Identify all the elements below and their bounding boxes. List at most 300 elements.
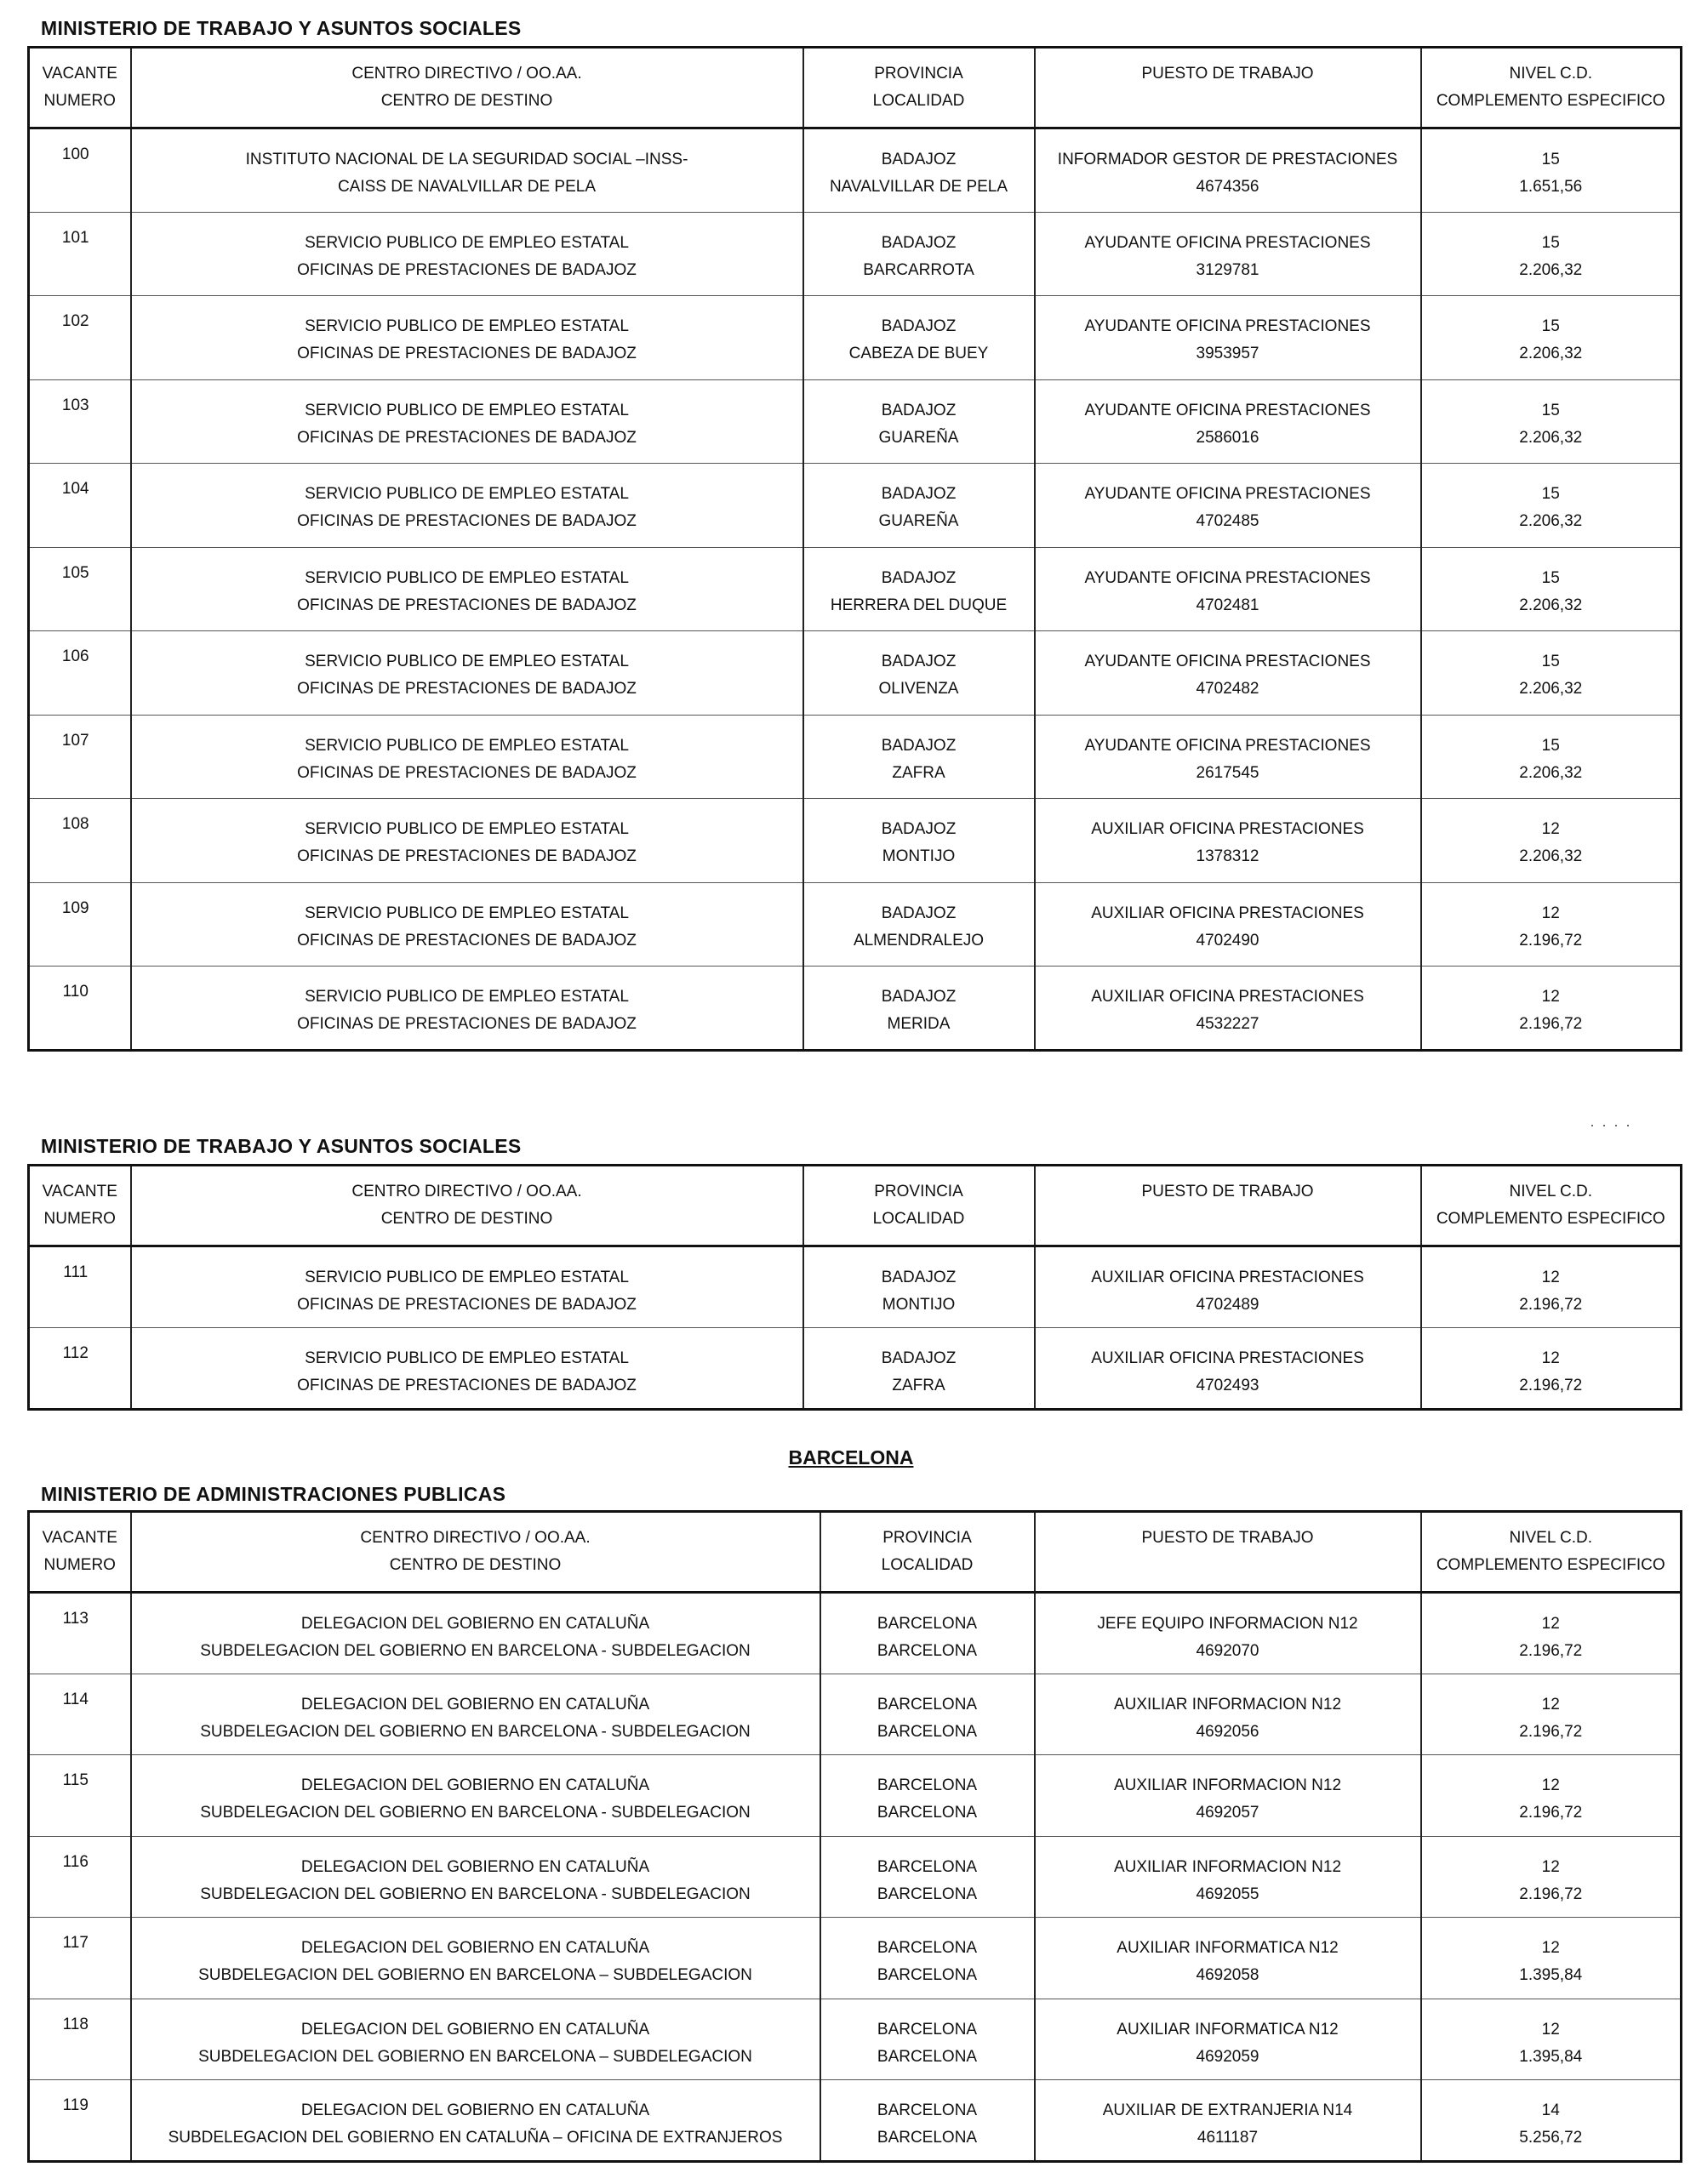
centro-cell [131,715,803,799]
nivel-cell [1421,1755,1682,1837]
col-nivel: NIVEL C.D. COMPLEMENTO ESPECIFICO [1421,1512,1682,1593]
centro-destino: OFICINAS DE PRESTACIONES DE BADAJOZ [297,512,637,530]
puesto: AUXILIAR INFORMACION N12 [1113,1776,1342,1794]
puesto-codigo: 4702489 [1196,1296,1259,1314]
complemento: 2.196,72 [1519,1377,1583,1394]
table-row [29,296,1682,380]
vacancy-number: 113 [29,1593,131,1674]
provincia-cell [803,128,1035,213]
table-row [29,128,1682,213]
vacancy-number: 114 [29,1674,131,1755]
puesto-cell [1035,1755,1421,1837]
localidad: MONTIJO [882,847,956,865]
puesto: AUXILIAR INFORMACION N12 [1113,1695,1342,1714]
provincia: BARCELONA [877,1776,978,1794]
provincia: BADAJOZ [881,485,957,503]
centro-destino: OFICINAS DE PRESTACIONES DE BADAJOZ [297,428,637,447]
provincia-cell [803,296,1035,380]
provincia-cell [820,1674,1035,1755]
centro-destino: OFICINAS DE PRESTACIONES DE BADAJOZ [297,596,637,614]
complemento: 1.395,84 [1519,1966,1583,1984]
provincia-cell [803,715,1035,799]
nivel: 12 [1541,1349,1560,1367]
vacancy-number: 101 [29,212,131,296]
puesto: AYUDANTE OFICINA PRESTACIONES [1084,736,1371,755]
table-header-row [29,1166,1682,1246]
puesto-codigo: 4702481 [1196,596,1259,614]
provincia-cell [803,1328,1035,1410]
complemento: 2.206,32 [1519,345,1583,362]
puesto-codigo: 2586016 [1196,428,1259,447]
table-body [29,128,1682,1051]
provincia-cell [820,1918,1035,1999]
localidad: ALMENDRALEJO [853,931,985,949]
puesto: JEFE EQUIPO INFORMACION N12 [1097,1615,1358,1633]
centro-directivo: DELEGACION DEL GOBIERNO EN CATALUÑA [300,2101,650,2119]
nivel: 15 [1541,568,1560,587]
provincia-cell [820,2080,1035,2162]
centro-cell [131,799,803,883]
centro-directivo: SERVICIO PUBLICO DE EMPLEO ESTATAL [305,1349,629,1367]
centro-cell [131,2080,820,2162]
centro-cell [131,547,803,631]
centro-cell [131,967,803,1051]
provincia: BARCELONA [877,1695,978,1714]
centro-destino: SUBDELEGACION DEL GOBIERNO EN BARCELONA – SUBDELEGACION [198,2047,752,2066]
table-row [29,547,1682,631]
puesto-cell [1035,212,1421,296]
table-row [29,631,1682,716]
centro-cell [131,1999,820,2080]
complemento: 2.206,32 [1519,260,1583,279]
puesto-codigo: 4692057 [1196,1804,1259,1822]
centro-destino: SUBDELEGACION DEL GOBIERNO EN BARCELONA - SUBDELEGACION [200,1885,751,1903]
centro-directivo: DELEGACION DEL GOBIERNO EN CATALUÑA [300,1615,650,1633]
centro-destino: CAISS DE NAVALVILLAR DE PELA [337,178,597,196]
provincia-cell [820,1593,1035,1674]
nivel-cell [1421,464,1682,548]
vacancy-number: 119 [29,2080,131,2162]
vacancy-number: 118 [29,1999,131,2080]
centro-directivo: SERVICIO PUBLICO DE EMPLEO ESTATAL [305,1269,629,1286]
city-heading: BARCELONA [788,1446,914,1468]
provincia-cell [803,379,1035,464]
complemento: 2.196,72 [1519,931,1583,949]
puesto-cell [1035,631,1421,716]
centro-directivo: DELEGACION DEL GOBIERNO EN CATALUÑA [300,1776,650,1794]
puesto-codigo: 4692056 [1196,1722,1259,1741]
provincia: BARCELONA [877,1939,978,1957]
nivel: 12 [1541,1776,1560,1794]
provincia-cell [803,1246,1035,1328]
centro-cell [131,882,803,967]
localidad: BARCARROTA [863,260,974,279]
provincia: BARCELONA [877,1615,978,1633]
localidad: BARCELONA [877,2047,978,2066]
ministry-title: MINISTERIO DE TRABAJO Y ASUNTOS SOCIALES [41,1135,522,1157]
nivel: 15 [1541,401,1560,419]
table-row [29,2080,1682,2162]
nivel: 12 [1541,988,1560,1006]
centro-destino: OFICINAS DE PRESTACIONES DE BADAJOZ [297,345,637,362]
provincia-cell [803,799,1035,883]
centro-cell [131,1246,803,1328]
nivel-cell [1421,1918,1682,1999]
nivel: 12 [1541,1615,1560,1633]
table-row [29,967,1682,1051]
centro-directivo: INSTITUTO NACIONAL DE LA SEGURIDAD SOCIAL –INSS- [245,151,688,168]
puesto-cell [1035,296,1421,380]
col-provincia: PROVINCIA LOCALIDAD [820,1512,1035,1593]
puesto: AYUDANTE OFICINA PRESTACIONES [1084,401,1371,419]
puesto-cell [1035,1674,1421,1755]
table-row [29,799,1682,883]
provincia-cell [803,631,1035,716]
table-body [29,1593,1682,2162]
puesto-codigo: 3953957 [1196,345,1259,362]
col-nivel: NIVEL C.D. COMPLEMENTO ESPECIFICO [1421,48,1682,128]
puesto-cell [1035,1246,1421,1328]
table-row [29,1755,1682,1837]
col-provincia: PROVINCIA LOCALIDAD [803,1166,1035,1246]
localidad: BARCELONA [877,1642,978,1660]
puesto-codigo: 4692070 [1196,1642,1259,1660]
nivel-cell [1421,2080,1682,2162]
puesto: AUXILIAR INFORMATICA N12 [1117,2020,1339,2039]
puesto: AUXILIAR DE EXTRANJERIA N14 [1102,2101,1353,2119]
localidad: CABEZA DE BUEY [848,345,989,362]
nivel-cell [1421,1328,1682,1410]
provincia: BARCELONA [877,1857,978,1876]
table-header-row [29,1512,1682,1593]
centro-cell [131,1918,820,1999]
puesto-codigo: 4692059 [1196,2047,1259,2066]
provincia: BADAJOZ [881,736,957,755]
centro-directivo: DELEGACION DEL GOBIERNO EN CATALUÑA [300,2020,650,2039]
table-header-row [29,48,1682,128]
table-body [29,1246,1682,1410]
localidad: BARCELONA [877,1966,978,1984]
puesto-cell [1035,715,1421,799]
provincia: BADAJOZ [881,653,957,670]
centro-directivo: SERVICIO PUBLICO DE EMPLEO ESTATAL [305,401,629,419]
centro-directivo: DELEGACION DEL GOBIERNO EN CATALUÑA [300,1857,650,1876]
centro-directivo: SERVICIO PUBLICO DE EMPLEO ESTATAL [305,653,629,670]
localidad: OLIVENZA [878,680,959,698]
table-row [29,1328,1682,1410]
nivel-cell [1421,296,1682,380]
centro-directivo: DELEGACION DEL GOBIERNO EN CATALUÑA [300,1939,650,1957]
puesto-cell [1035,1999,1421,2080]
centro-directivo: SERVICIO PUBLICO DE EMPLEO ESTATAL [305,988,629,1006]
centro-destino: OFICINAS DE PRESTACIONES DE BADAJOZ [297,1296,637,1314]
complemento: 2.196,72 [1519,1722,1583,1741]
table-row [29,464,1682,548]
complemento: 2.196,72 [1519,1885,1583,1903]
puesto-codigo: 4674356 [1196,178,1259,196]
vacancy-number: 103 [29,379,131,464]
col-vacante: VACANTE NUMERO [29,1166,131,1246]
complemento: 2.196,72 [1519,1015,1583,1033]
puesto-codigo: 4611187 [1197,2129,1259,2147]
centro-destino: SUBDELEGACION DEL GOBIERNO EN BARCELONA - SUBDELEGACION [200,1722,751,1741]
nivel: 12 [1541,1269,1560,1286]
nivel: 15 [1541,233,1560,252]
nivel-cell [1421,128,1682,213]
provincia-cell [820,1999,1035,2080]
vacancy-number: 115 [29,1755,131,1837]
puesto-cell [1035,799,1421,883]
puesto-cell [1035,128,1421,213]
puesto-cell [1035,1836,1421,1918]
provincia: BADAJOZ [881,568,957,587]
puesto: AUXILIAR OFICINA PRESTACIONES [1091,904,1364,922]
col-provincia: PROVINCIA LOCALIDAD [803,48,1035,128]
puesto-cell [1035,1918,1421,1999]
table-row [29,1918,1682,1999]
centro-directivo: SERVICIO PUBLICO DE EMPLEO ESTATAL [305,485,629,503]
puesto-cell [1035,464,1421,548]
localidad: ZAFRA [892,1377,945,1394]
centro-directivo: SERVICIO PUBLICO DE EMPLEO ESTATAL [305,233,629,252]
centro-destino: OFICINAS DE PRESTACIONES DE BADAJOZ [297,680,637,698]
centro-destino: OFICINAS DE PRESTACIONES DE BADAJOZ [297,1015,637,1033]
provincia-cell [803,967,1035,1051]
ministry-title: MINISTERIO DE TRABAJO Y ASUNTOS SOCIALES [41,17,522,39]
nivel: 15 [1541,653,1560,670]
complemento: 2.206,32 [1519,847,1583,865]
nivel: 12 [1541,904,1560,922]
complemento: 1.651,56 [1519,178,1583,196]
complemento: 2.206,32 [1519,763,1583,782]
table-row [29,212,1682,296]
provincia-cell [803,464,1035,548]
table-row [29,379,1682,464]
table-row [29,1246,1682,1328]
puesto: AUXILIAR OFICINA PRESTACIONES [1091,820,1364,838]
centro-destino: SUBDELEGACION DEL GOBIERNO EN CATALUÑA – OFICINA DE EXTRANJEROS [168,2129,783,2147]
vacancy-table [27,46,1682,1052]
centro-cell [131,296,803,380]
vacancy-number: 106 [29,631,131,716]
localidad: BARCELONA [877,1885,978,1903]
vacancy-number: 108 [29,799,131,883]
vacancy-number: 100 [29,128,131,213]
centro-destino: SUBDELEGACION DEL GOBIERNO EN BARCELONA – SUBDELEGACION [198,1966,752,1984]
nivel: 15 [1541,317,1560,335]
complemento: 2.206,32 [1519,428,1583,447]
vacancy-number: 112 [29,1328,131,1410]
centro-directivo: SERVICIO PUBLICO DE EMPLEO ESTATAL [305,820,629,838]
puesto-codigo: 4702490 [1196,931,1259,949]
puesto-cell [1035,1593,1421,1674]
nivel: 12 [1541,2020,1560,2039]
localidad: GUAREÑA [878,428,959,447]
table-row [29,715,1682,799]
puesto-cell [1035,2080,1421,2162]
puesto: AUXILIAR INFORMACION N12 [1113,1857,1342,1876]
puesto-codigo: 4702493 [1196,1377,1259,1394]
nivel: 12 [1541,1857,1560,1876]
vacancy-number: 102 [29,296,131,380]
centro-cell [131,1674,820,1755]
localidad: HERRERA DEL DUQUE [830,596,1008,614]
table-row [29,882,1682,967]
puesto-codigo: 3129781 [1196,260,1259,279]
nivel: 12 [1541,820,1560,838]
nivel-cell [1421,1999,1682,2080]
table-row [29,1593,1682,1674]
centro-destino: OFICINAS DE PRESTACIONES DE BADAJOZ [297,931,637,949]
nivel: 14 [1541,2101,1560,2119]
vacancy-table [27,1510,1682,2163]
localidad: ZAFRA [892,763,945,782]
complemento: 2.206,32 [1519,596,1583,614]
puesto-cell [1035,967,1421,1051]
centro-directivo: SERVICIO PUBLICO DE EMPLEO ESTATAL [305,317,629,335]
col-centro: CENTRO DIRECTIVO / OO.AA. CENTRO DE DESTINO [131,1512,820,1593]
puesto-codigo: 2617545 [1196,763,1259,782]
centro-directivo: SERVICIO PUBLICO DE EMPLEO ESTATAL [305,736,629,755]
centro-cell [131,379,803,464]
provincia: BADAJOZ [881,1269,957,1286]
provincia: BADAJOZ [881,233,957,252]
provincia: BADAJOZ [881,820,957,838]
nivel-cell [1421,715,1682,799]
complemento: 5.256,72 [1519,2129,1583,2147]
nivel-cell [1421,1836,1682,1918]
nivel: 12 [1541,1939,1560,1957]
puesto-codigo: 1378312 [1196,847,1259,865]
provincia-cell [803,547,1035,631]
provincia: BADAJOZ [881,151,957,168]
ministry-title: MINISTERIO DE ADMINISTRACIONES PUBLICAS [41,1483,506,1505]
puesto: AYUDANTE OFICINA PRESTACIONES [1084,233,1371,252]
nivel-cell [1421,1593,1682,1674]
centro-cell [131,631,803,716]
centro-cell [131,464,803,548]
puesto-codigo: 4702485 [1196,512,1259,530]
centro-cell [131,212,803,296]
provincia: BARCELONA [877,2020,978,2039]
puesto-cell [1035,1328,1421,1410]
centro-cell [131,1755,820,1837]
complemento: 2.206,32 [1519,512,1583,530]
localidad: MERIDA [887,1015,951,1033]
puesto: AYUDANTE OFICINA PRESTACIONES [1084,317,1371,335]
vacancy-number: 104 [29,464,131,548]
complemento: 2.196,72 [1519,1804,1583,1822]
puesto-cell [1035,547,1421,631]
centro-directivo: DELEGACION DEL GOBIERNO EN CATALUÑA [300,1695,650,1714]
vacancy-number: 107 [29,715,131,799]
centro-cell [131,128,803,213]
centro-cell [131,1593,820,1674]
puesto-codigo: 4692058 [1196,1966,1259,1984]
table-row [29,1999,1682,2080]
col-puesto: PUESTO DE TRABAJO [1035,1166,1421,1246]
localidad: BARCELONA [877,1722,978,1741]
complemento: 1.395,84 [1519,2047,1583,2066]
nivel: 15 [1541,736,1560,755]
centro-destino: OFICINAS DE PRESTACIONES DE BADAJOZ [297,763,637,782]
nivel-cell [1421,1674,1682,1755]
puesto-cell [1035,379,1421,464]
complemento: 2.196,72 [1519,1296,1583,1314]
puesto-cell [1035,882,1421,967]
puesto: AUXILIAR OFICINA PRESTACIONES [1091,1269,1364,1286]
nivel: 12 [1541,1695,1560,1714]
puesto-codigo: 4692055 [1196,1885,1259,1903]
provincia-cell [803,882,1035,967]
provincia: BARCELONA [877,2101,978,2119]
nivel: 15 [1541,485,1560,503]
localidad: BARCELONA [877,1804,978,1822]
centro-cell [131,1328,803,1410]
provincia-cell [820,1836,1035,1918]
localidad: NAVALVILLAR DE PELA [829,178,1008,196]
centro-destino: OFICINAS DE PRESTACIONES DE BADAJOZ [297,260,637,279]
puesto-codigo: 4532227 [1196,1015,1259,1033]
vacancy-number: 105 [29,547,131,631]
vacancy-number: 110 [29,967,131,1051]
nivel-cell [1421,212,1682,296]
puesto: AYUDANTE OFICINA PRESTACIONES [1084,568,1371,587]
complemento: 2.206,32 [1519,680,1583,698]
centro-destino: SUBDELEGACION DEL GOBIERNO EN BARCELONA - SUBDELEGACION [200,1642,751,1660]
puesto: AYUDANTE OFICINA PRESTACIONES [1084,485,1371,503]
vacancy-table [27,1164,1682,1411]
nivel-cell [1421,379,1682,464]
nivel-cell [1421,547,1682,631]
provincia-cell [820,1755,1035,1837]
vacancy-number: 117 [29,1918,131,1999]
col-centro: CENTRO DIRECTIVO / OO.AA. CENTRO DE DESTINO [131,1166,803,1246]
col-puesto: PUESTO DE TRABAJO [1035,1512,1421,1593]
provincia: BADAJOZ [881,1349,957,1367]
vacancy-number: 111 [29,1246,131,1328]
centro-destino: OFICINAS DE PRESTACIONES DE BADAJOZ [297,1377,637,1394]
centro-destino: OFICINAS DE PRESTACIONES DE BADAJOZ [297,847,637,865]
nivel-cell [1421,882,1682,967]
col-nivel: NIVEL C.D. COMPLEMENTO ESPECIFICO [1421,1166,1682,1246]
table-row [29,1674,1682,1755]
vacancy-number: 109 [29,882,131,967]
centro-cell [131,1836,820,1918]
puesto: AUXILIAR OFICINA PRESTACIONES [1091,988,1364,1006]
puesto: AUXILIAR OFICINA PRESTACIONES [1091,1349,1364,1367]
provincia: BADAJOZ [881,401,957,419]
puesto: INFORMADOR GESTOR DE PRESTACIONES [1057,151,1398,168]
complemento: 2.196,72 [1519,1642,1583,1660]
col-vacante: VACANTE NUMERO [29,48,131,128]
centro-destino: SUBDELEGACION DEL GOBIERNO EN BARCELONA - SUBDELEGACION [200,1804,751,1822]
nivel-cell [1421,631,1682,716]
nivel-cell [1421,799,1682,883]
col-centro: CENTRO DIRECTIVO / OO.AA. CENTRO DE DESTINO [131,48,803,128]
provincia: BADAJOZ [881,317,957,335]
centro-directivo: SERVICIO PUBLICO DE EMPLEO ESTATAL [305,904,629,922]
vacancy-number: 116 [29,1836,131,1918]
localidad: GUAREÑA [878,512,959,530]
localidad: MONTIJO [882,1296,956,1314]
puesto: AYUDANTE OFICINA PRESTACIONES [1084,653,1371,670]
nivel-cell [1421,967,1682,1051]
centro-directivo: SERVICIO PUBLICO DE EMPLEO ESTATAL [305,568,629,587]
nivel-cell [1421,1246,1682,1328]
provincia-cell [803,212,1035,296]
provincia: BADAJOZ [881,904,957,922]
